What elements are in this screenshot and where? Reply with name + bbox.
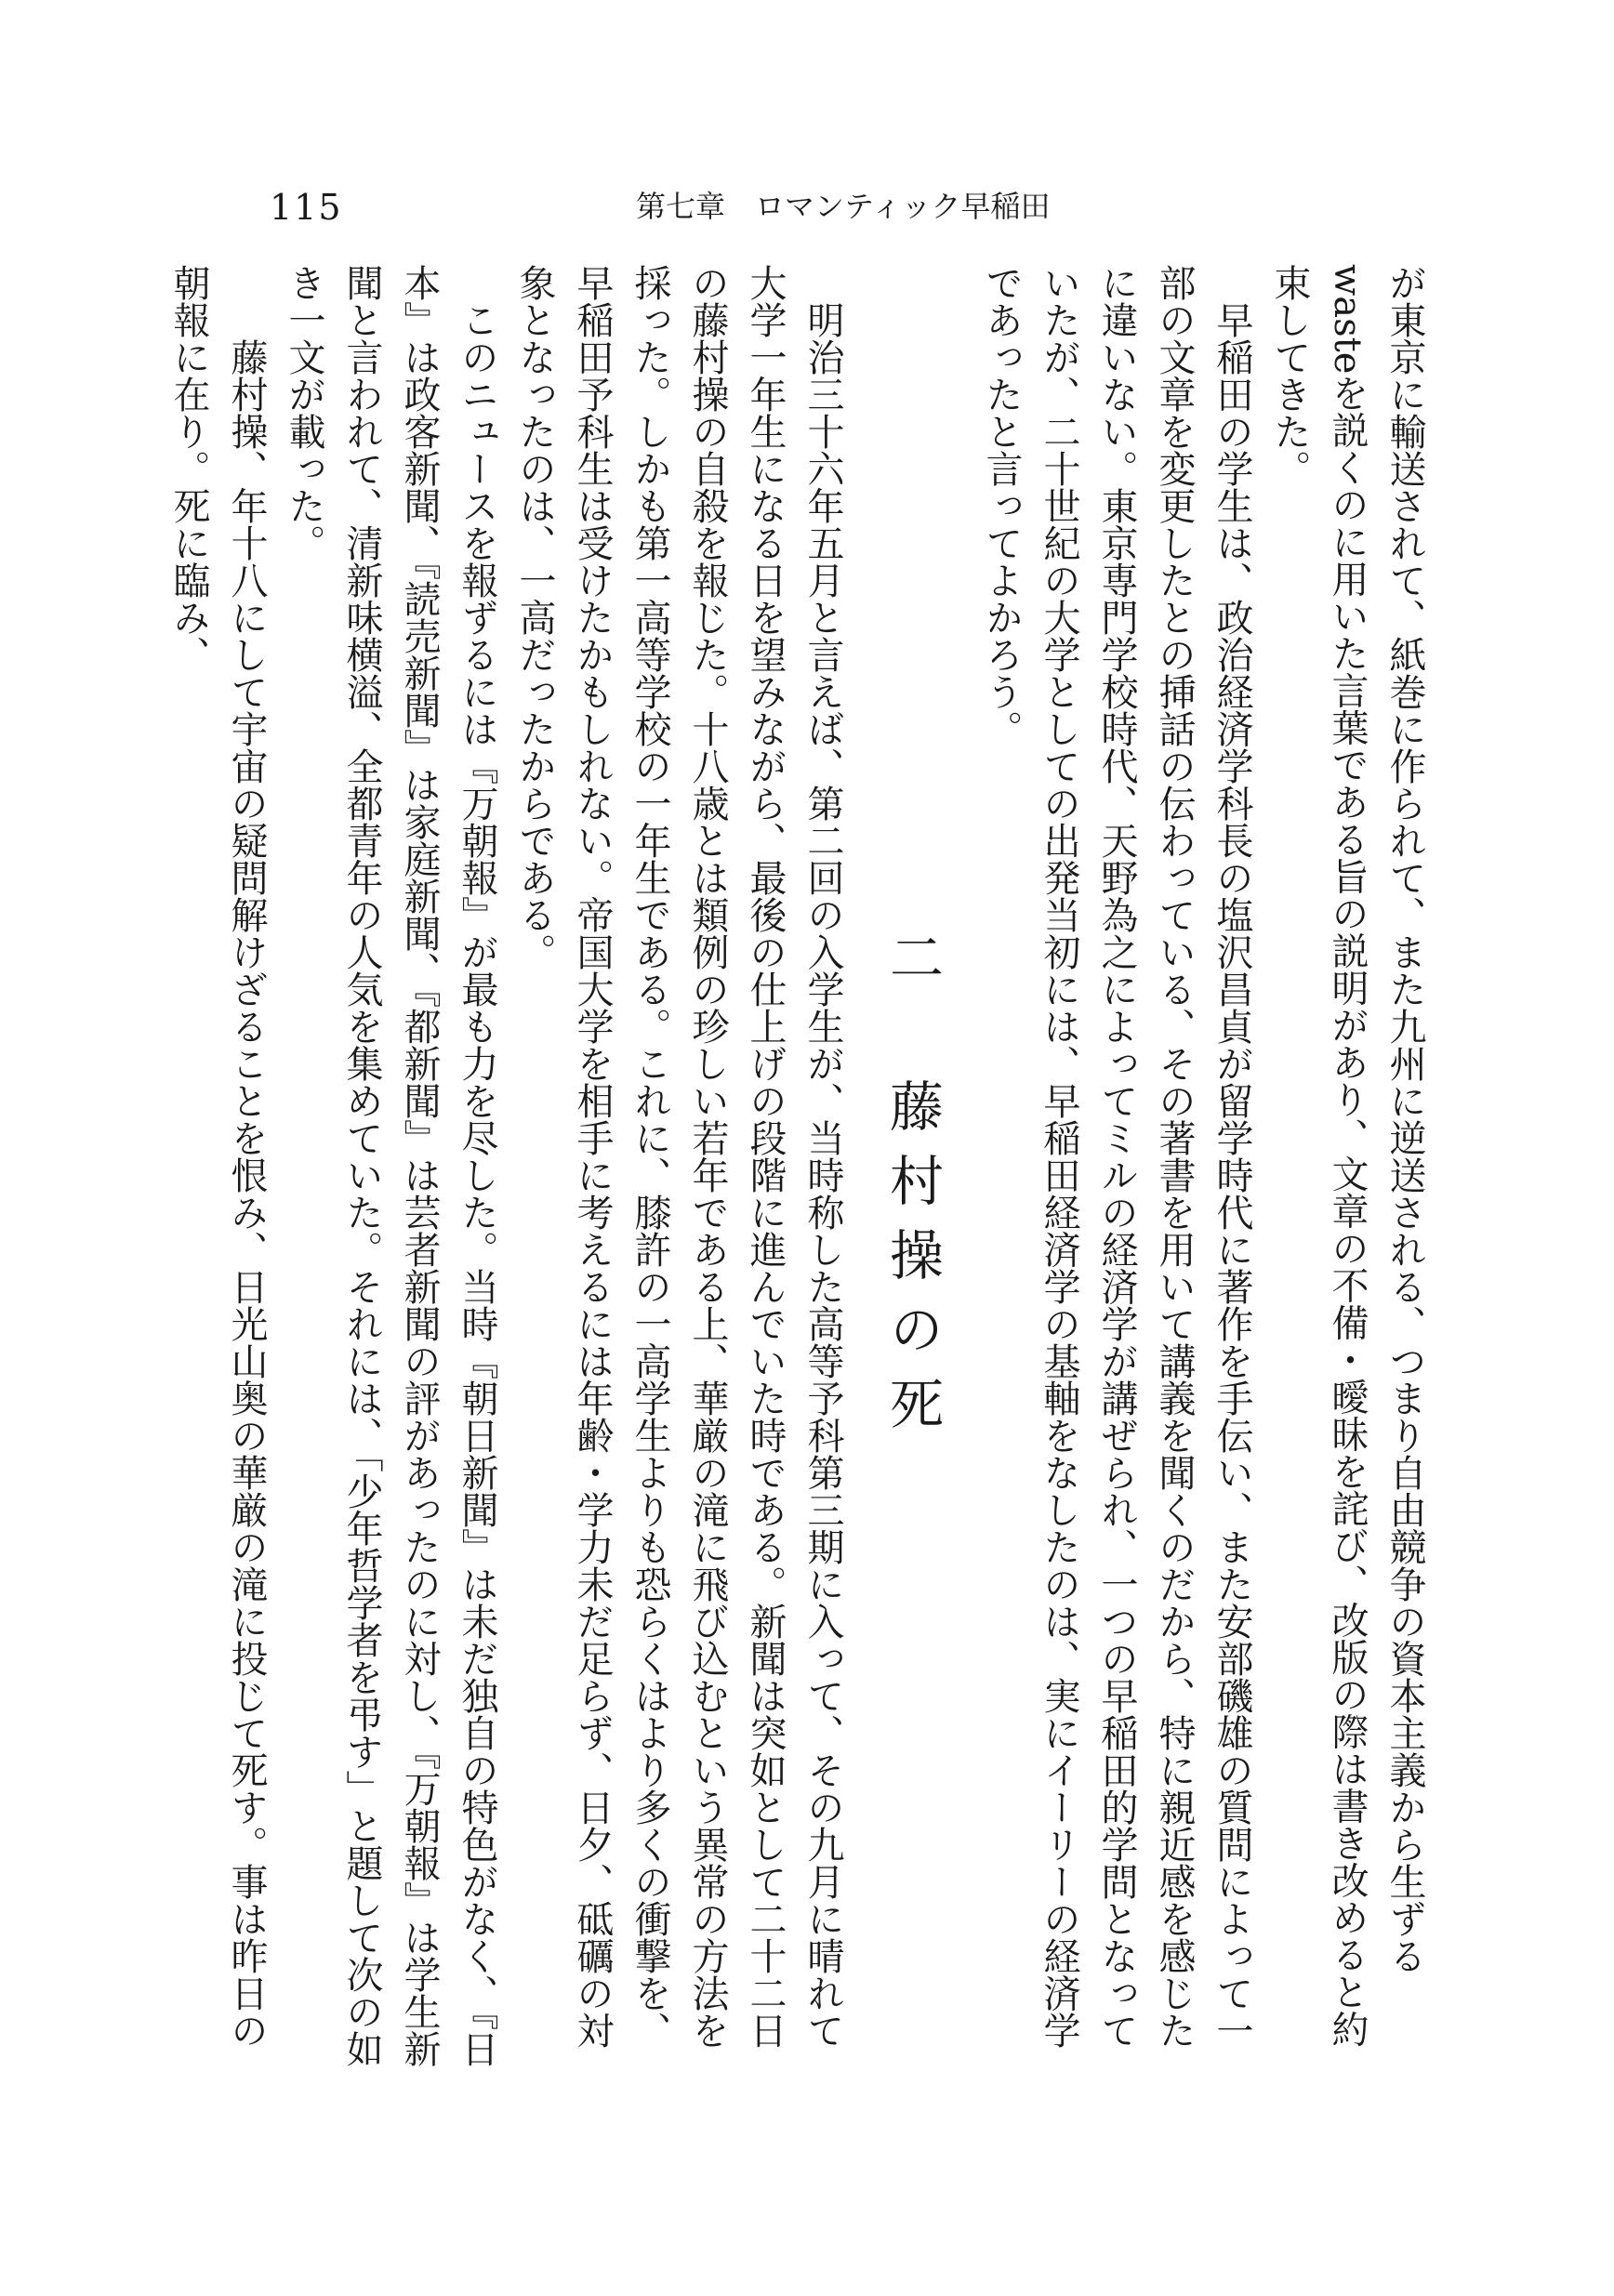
body-text (167, 264, 1434, 2067)
page-number: 115 (270, 187, 343, 228)
paragraph: が東京に輸送されて、紙巻に作られて、また九州に逆送される、つまり自由競争の資本主義から生ずるwasteを説くのに用いた言葉である旨の説明があり、文章の不備・曖昧を詫び、改版の際は書き改めると約束してきた。 (1268, 264, 1426, 2048)
section-heading: 二 藤村操の死 (880, 930, 944, 1450)
paragraph: 明治三十六年五月と言えば、第二回の入学生が、当時称した高等予科第三期に入って、その九月に晴れて大学一年生になる日を望みながら、最後の仕上げの段階に進んでいた時である。新聞は突如として二十二日の藤村操の自殺を報じた。十八歳とは類例の珍しい若年である上、華厳の滝に飛び込むという異常の方法を採った。しかも第一高等学校の一年生である。これに、膝許の一高学生よりも恐らくはより多くの衝撃を、早稲田予科生は受けたかもしれない。帝国大学を相手に考えるには年齢・学力未だ足らず、日夕、砥礪の対象となったのは、一高だったからである。 (513, 264, 844, 2049)
quotation: 藤村操、年十八にして宇宙の疑問解けざることを恨み、日光山奥の華厳の滝に投じて死す。事は昨日の朝報に在り。死に臨み、 (167, 264, 268, 2049)
paragraph: 早稲田の学生は、政治経済学科長の塩沢昌貞が留学時代に著作を手伝い、また安部磯雄の質問によって一部の文章を変更したとの挿話の伝わっている、その著書を用いて講義を聞くのだから、特に親近感を感じたに違いない。東京専門学校時代、天野為之によってミルの経済学が講ぜられ、一つの早稲田的学問となっていたが、二十世紀の大学としての出発当初には、早稲田経済学の基軸をなしたのは、実にイーリーの経済学であったと言ってよかろう。 (980, 264, 1253, 2049)
running-header: 第七章 ロマンティック早稲田 (636, 189, 1051, 224)
paragraph: このニュースを報ずるには『万朝報』が最も力を尽した。当時『朝日新聞』は未だ独自の特色がなく、『日本』は政客新聞、『読売新聞』は家庭新聞、『都新聞』は芸者新聞の評があったのに対し、『万朝報』は学生新聞と言われて、清新味横溢、全都青年の人気を集めていた。それには、「少年哲学者を弔す」と題して次の如き一文が載った。 (283, 264, 498, 2067)
